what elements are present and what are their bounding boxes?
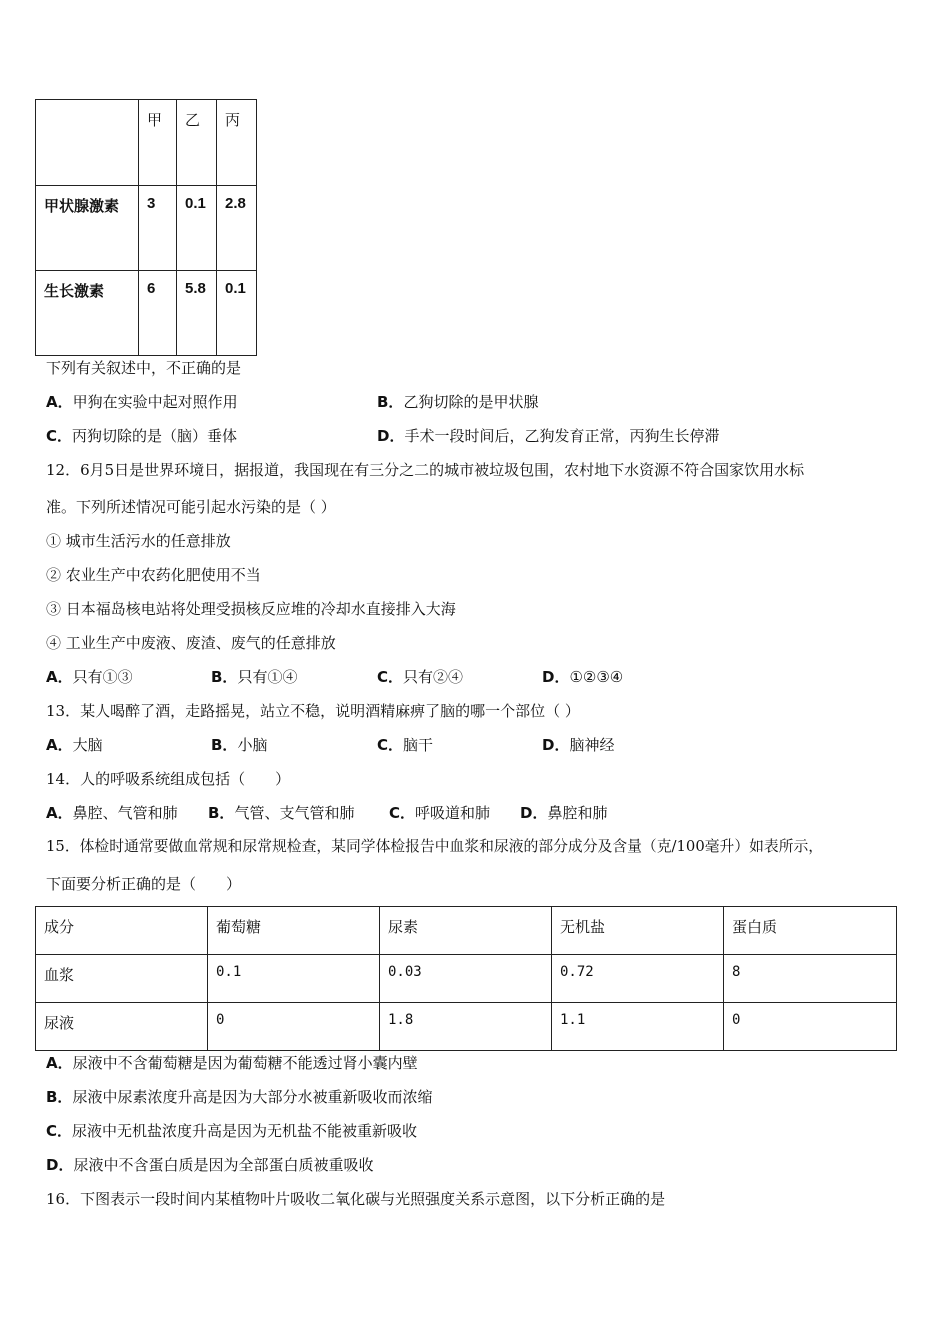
- option-b: [208, 803, 354, 823]
- option-key: D．: [542, 668, 570, 686]
- option-d: [520, 803, 607, 823]
- option-c: [46, 1121, 417, 1141]
- row-label: 尿液: [36, 1003, 208, 1051]
- option-text: 只有②④: [403, 668, 464, 686]
- option-key: D．: [377, 427, 405, 445]
- table-cell: 0.72: [552, 955, 724, 1003]
- option-text: 乙狗切除的是甲状腺: [403, 393, 539, 411]
- question-stem: 下面要分析正确的是（ ）: [46, 875, 242, 893]
- question-stem: 下列有关叙述中，不正确的是: [46, 359, 242, 377]
- option-key: B．: [211, 668, 238, 686]
- option-text: 鼻腔、气管和肺: [72, 804, 178, 822]
- option-key: D．: [520, 804, 548, 822]
- list-item: ① 城市生活污水的任意排放: [46, 532, 231, 550]
- option-text: 尿液中尿素浓度升高是因为大部分水被重新吸收而浓缩: [72, 1088, 433, 1106]
- option-d: [46, 1155, 373, 1175]
- table-cell: 2.8: [217, 186, 257, 271]
- option-text: 气管、支气管和肺: [234, 804, 355, 822]
- option-key: C．: [377, 668, 404, 686]
- question-stem: 13．某人喝醉了酒，走路摇晃，站立不稳，说明酒精麻痹了脑的哪一个部位（ ）: [46, 702, 580, 720]
- table-cell: 3: [139, 186, 177, 271]
- table-cell: 8: [724, 955, 897, 1003]
- table-row: [36, 1003, 897, 1051]
- option-c: [389, 803, 490, 823]
- option-key: A．: [46, 668, 73, 686]
- list-item: ③ 日本福岛核电站将处理受损核反应堆的冷却水直接排入大海: [46, 600, 456, 618]
- option-text: ①②③④: [569, 668, 624, 686]
- table-header-cell: [36, 100, 139, 186]
- table-header-cell: 甲: [139, 100, 177, 186]
- table-row: [36, 271, 257, 356]
- option-key: D．: [542, 736, 570, 754]
- option-a: [46, 1053, 418, 1073]
- table-header-cell: 丙: [217, 100, 257, 186]
- table-cell: 0.1: [217, 271, 257, 356]
- hormone-table: [35, 99, 257, 356]
- option-text: 甲狗在实验中起对照作用: [72, 393, 238, 411]
- option-key: A．: [46, 736, 73, 754]
- table-cell: 0: [724, 1003, 897, 1051]
- table-cell: 6: [139, 271, 177, 356]
- table-cell: 0.1: [177, 186, 217, 271]
- option-b: [211, 735, 267, 755]
- option-key: B．: [377, 393, 404, 411]
- table-cell: 1.1: [552, 1003, 724, 1051]
- table-row: [36, 186, 257, 271]
- option-a: [46, 803, 178, 823]
- option-c: [46, 426, 237, 446]
- question-stem: 12．6月5日是世界环境日，据报道，我国现在有三分之二的城市被垃圾包围，农村地下水资源不符合国家饮用水标: [46, 461, 805, 479]
- table-cell: 1.8: [380, 1003, 552, 1051]
- table-cell: 0: [208, 1003, 380, 1051]
- option-text: 脑神经: [569, 736, 615, 754]
- option-c: [377, 667, 463, 687]
- table-cell: 0.03: [380, 955, 552, 1003]
- option-text: 只有①③: [72, 668, 133, 686]
- table-row: [36, 955, 897, 1003]
- question-stem: 14．人的呼吸系统组成包括（ ）: [46, 770, 291, 788]
- option-b: [46, 1087, 432, 1107]
- option-key: C．: [377, 736, 404, 754]
- option-text: 丙狗切除的是（脑）垂体: [72, 427, 238, 445]
- table-cell: 0.1: [208, 955, 380, 1003]
- row-label: 血浆: [36, 955, 208, 1003]
- table-cell: 5.8: [177, 271, 217, 356]
- table-header-cell: 蛋白质: [724, 907, 897, 955]
- option-c: [377, 735, 433, 755]
- option-text: 尿液中不含蛋白质是因为全部蛋白质被重吸收: [73, 1156, 374, 1174]
- option-text: 尿液中不含葡萄糖是因为葡萄糖不能透过肾小囊内壁: [72, 1054, 418, 1072]
- option-text: 只有①④: [237, 668, 298, 686]
- option-a: [46, 667, 133, 687]
- option-key: C．: [389, 804, 416, 822]
- table-header-cell: 无机盐: [552, 907, 724, 955]
- option-key: B．: [211, 736, 238, 754]
- table-header-cell: 葡萄糖: [208, 907, 380, 955]
- option-d: [542, 735, 614, 755]
- list-item: ④ 工业生产中废液、废渣、废气的任意排放: [46, 634, 336, 652]
- option-text: 尿液中无机盐浓度升高是因为无机盐不能被重新吸收: [72, 1122, 418, 1140]
- row-label: 甲状腺激素: [36, 186, 139, 271]
- option-d: [542, 667, 623, 687]
- plasma-urine-table: [35, 906, 897, 1051]
- option-text: 手术一段时间后，乙狗发育正常，丙狗生长停滞: [404, 427, 720, 445]
- option-d: [377, 426, 719, 446]
- table-header-cell: 尿素: [380, 907, 552, 955]
- option-text: 大脑: [72, 736, 103, 754]
- option-text: 脑干: [403, 736, 434, 754]
- option-text: 小脑: [237, 736, 268, 754]
- option-key: C．: [46, 427, 73, 445]
- table-header-cell: 成分: [36, 907, 208, 955]
- option-key: A．: [46, 1054, 73, 1072]
- table-header-row: [36, 100, 257, 186]
- option-a: [46, 392, 238, 412]
- option-key: C．: [46, 1122, 73, 1140]
- option-text: 呼吸道和肺: [415, 804, 491, 822]
- option-key: B．: [208, 804, 235, 822]
- option-a: [46, 735, 103, 755]
- option-b: [211, 667, 297, 687]
- question-stem: 16．下图表示一段时间内某植物叶片吸收二氧化碳与光照强度关系示意图，以下分析正确的是: [46, 1190, 666, 1208]
- option-key: A．: [46, 804, 73, 822]
- row-label: 生长激素: [36, 271, 139, 356]
- table-header-row: [36, 907, 897, 955]
- option-key: A．: [46, 393, 73, 411]
- option-key: D．: [46, 1156, 74, 1174]
- list-item: ② 农业生产中农药化肥使用不当: [46, 566, 261, 584]
- option-b: [377, 392, 538, 412]
- question-stem: 准。下列所述情况可能引起水污染的是（ ）: [46, 498, 336, 516]
- option-key: B．: [46, 1088, 73, 1106]
- table-header-cell: 乙: [177, 100, 217, 186]
- option-text: 鼻腔和肺: [547, 804, 608, 822]
- question-stem: 15．体检时通常要做血常规和尿常规检查，某同学体检报告中血浆和尿液的部分成分及含量（克/100毫升）如表所示，: [46, 838, 824, 855]
